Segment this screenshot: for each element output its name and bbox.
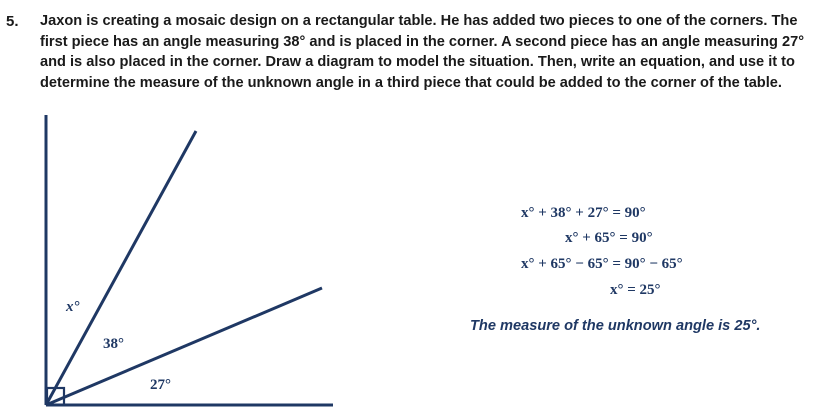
equation-line-4: x° = 25° xyxy=(610,282,661,298)
equation-line-1: x° + 38° + 27° = 90° xyxy=(521,205,646,221)
problem-number: 5. xyxy=(6,13,19,30)
ray-lower xyxy=(46,288,322,405)
ray-upper xyxy=(46,131,196,405)
answer-statement: The measure of the unknown angle is 25°. xyxy=(470,318,761,334)
angle-38-label: 38° xyxy=(103,336,124,352)
unknown-angle-label: x° xyxy=(66,299,80,315)
angle-27-label: 27° xyxy=(150,377,171,393)
equation-line-2: x° + 65° = 90° xyxy=(565,230,653,246)
solution-equations xyxy=(460,200,760,320)
equation-line-3: x° + 65° − 65° = 90° − 65° xyxy=(521,256,683,272)
problem-text: Jaxon is creating a mosaic design on a rectangular table. He has added two pieces to one of the corners. The first piece has an angle measuring 38° and is placed in the corner. A second piece has an angle measuring 27° and is also placed in the corner. Draw a diagram to model the situation. Then, write an equation, and use it to determine the measure of the unknown angle in a third piece that could be added to the corner of the table. xyxy=(40,13,805,91)
